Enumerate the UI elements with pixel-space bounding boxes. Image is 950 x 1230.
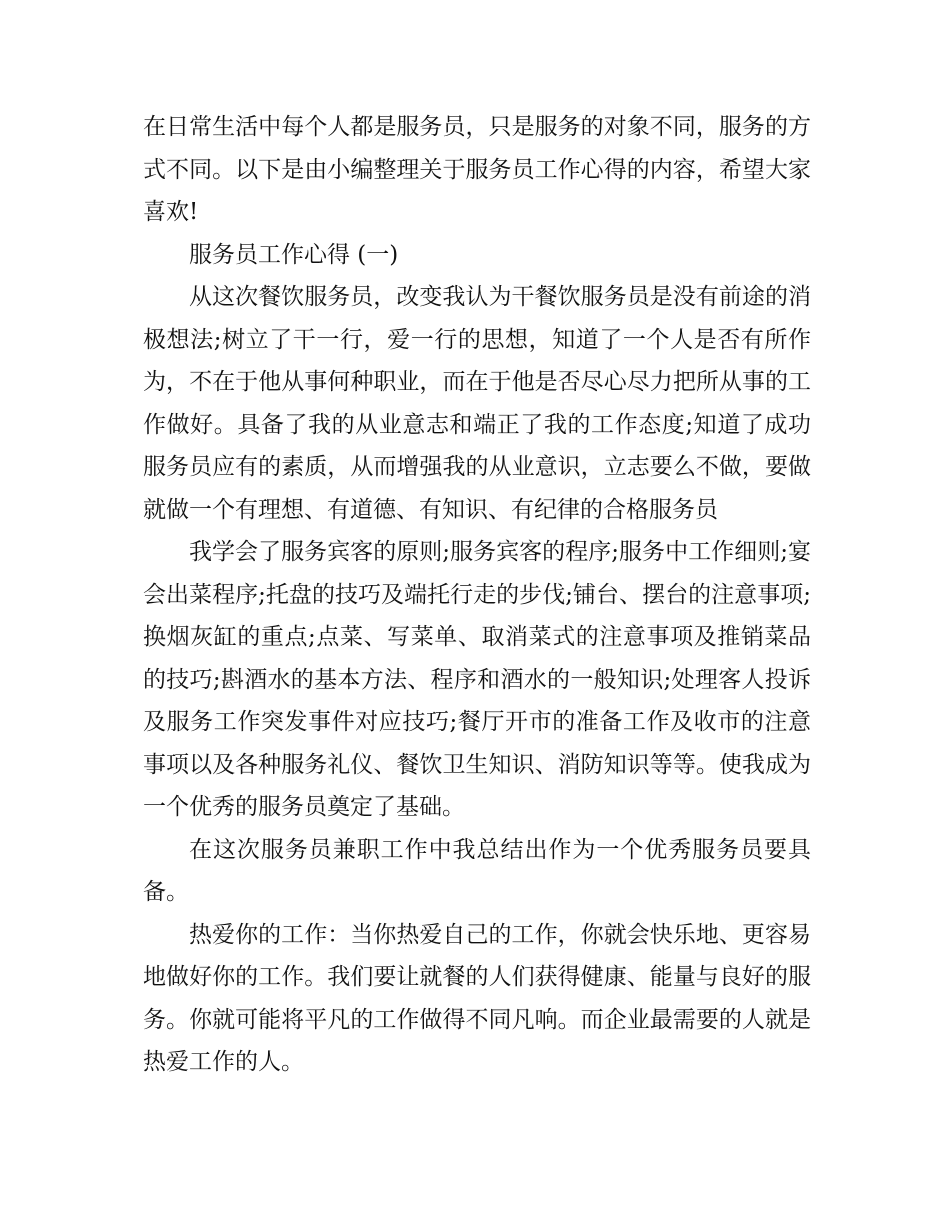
body-paragraph-2: 我学会了服务宾客的原则;服务宾客的程序;服务中工作细则;宴会出菜程序;托盘的技巧及端托行走的步伐;铺台、摆台的注意事项;换烟灰缸的重点;点菜、写菜单、取消菜式的注意事项及推销菜品的技巧;斟酒水的基本方法、程序和酒水的一般知识;处理客人投诉及服务工作突发事件对应技巧;餐厅开市的准备工作及收市的注意事项以及各种服务礼仪、餐饮卫生知识、消防知识等等。使我成为一个优秀的服务员奠定了基础。 xyxy=(143,539,811,820)
body-paragraph-3: 在这次服务员兼职工作中我总结出作为一个优秀服务员要具备。 xyxy=(143,836,811,905)
section-heading: 服务员工作心得 (一) xyxy=(189,241,399,268)
intro-paragraph: 在日常生活中每个人都是服务员，只是服务的对象不同，服务的方式不同。以下是由小编整理关于服务员工作心得的内容，希望大家喜欢! xyxy=(143,114,811,225)
body-paragraph-4: 热爱你的工作：当你热爱自己的工作，你就会快乐地、更容易地做好你的工作。我们要让就餐的人们获得健康、能量与良好的服务。你就可能将平凡的工作做得不同凡响。而企业最需要的人就是热爱工作的人。 xyxy=(143,921,811,1075)
body-paragraph-1: 从这次餐饮服务员，改变我认为干餐饮服务员是没有前途的消极想法;树立了干一行，爱一行的思想，知道了一个人是否有所作为，不在于他从事何种职业，而在于他是否尽心尽力把所从事的工作做好。具备了我的从业意志和端正了我的工作态度;知道了成功服务员应有的素质，从而增强我的从业意识，立志要么不做，要做就做一个有理想、有道德、有知识、有纪律的合格服务员 xyxy=(143,284,811,523)
document-body xyxy=(143,106,811,1084)
